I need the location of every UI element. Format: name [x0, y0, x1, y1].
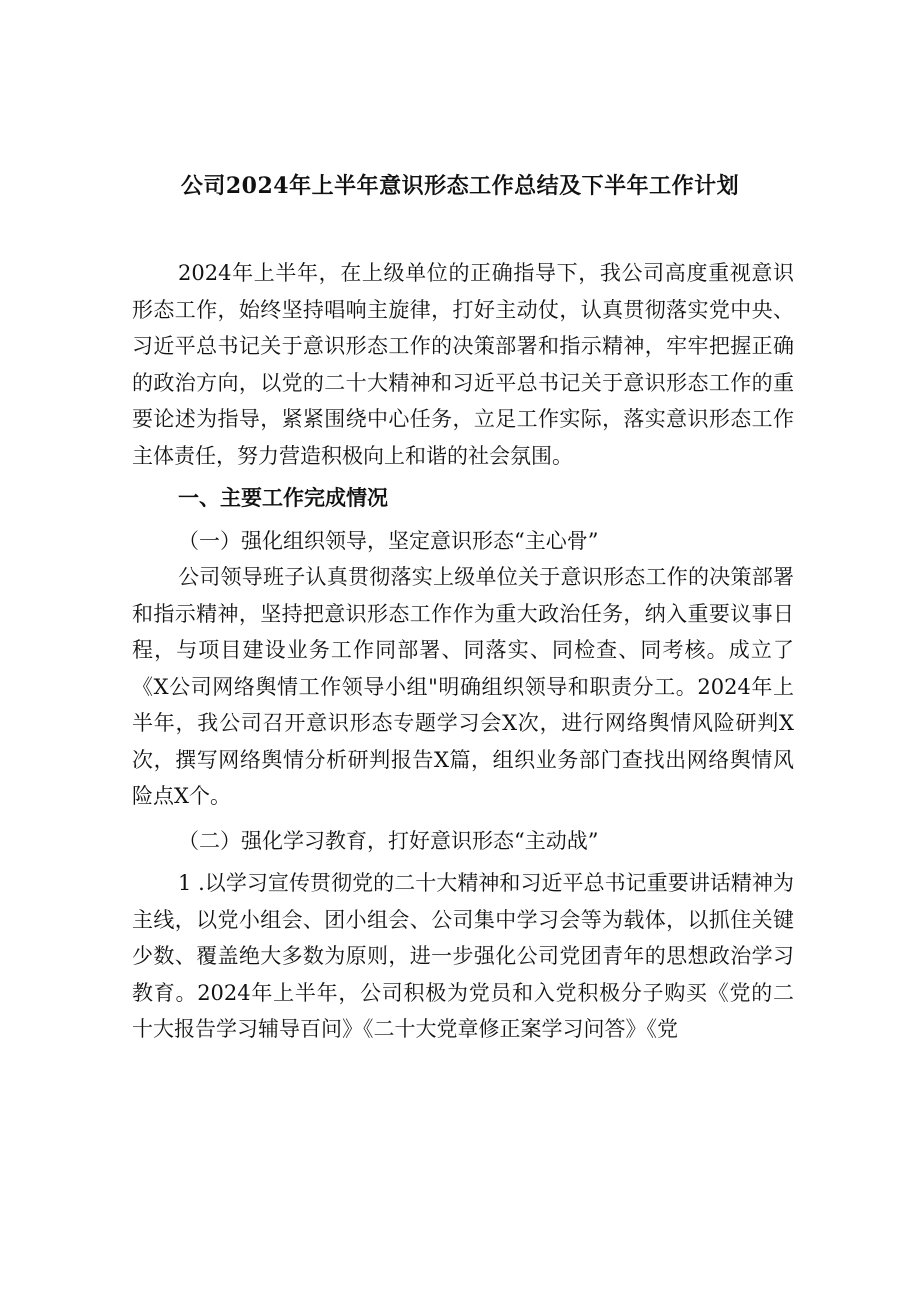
intro-paragraph: 2024年上半年，在上级单位的正确指导下，我公司高度重视意识形态工作，始终坚持唱响主旋律，打好主动仗，认真贯彻落实党中央、习近平总书记关于意识形态工作的决策部署和指示精神，牢牢把握正确的政治方向，以党的二十大精神和习近平总书记关于意识形态工作的重要论述为指导，紧紧围绕中心任务，立足工作实际，落实意识形态工作主体责任，努力营造积极向上和谐的社会氛围。 — [132, 261, 794, 468]
organization-paragraph: 公司领导班子认真贯彻落实上级单位关于意识形态工作的决策部署和指示精神，坚持把意识形态工作作为重大政治任务，纳入重要议事日程，与项目建设业务工作同部署、同落实、同检查、同考核。成立了《X公司网络舆情工作领导小组"明确组织领导和职责分工。2024年上半年，我公司召开意识形态专题学习会X次，进行网络舆情风险研判X次，撰写网络舆情分析研判报告X篇，组织业务部门查找出网络舆情风险点X个。 — [132, 565, 794, 808]
subsection-heading-organization: （一）强化组织领导，坚定意识形态“主心骨” — [178, 528, 599, 553]
subsection-heading-education: （二）强化学习教育，打好意识形态“主动战” — [178, 828, 599, 853]
document-body — [132, 255, 794, 1048]
education-item-1-paragraph: 1 .以学习宣传贯彻党的二十大精神和习近平总书记重要讲话精神为主线，以党小组会、团小组会、公司集中学习会等为载体，以抓住关键少数、覆盖绝大多数为原则，进一步强化公司党团青年的思想政治学习教育。2024年上半年，公司积极为党员和入党积极分子购买《党的二十大报告学习辅导百问》《二十大党章修正案学习问答》《党 — [132, 871, 794, 1041]
document-title: 公司2024年上半年意识形态工作总结及下半年工作计划 — [180, 173, 740, 199]
section-heading-main-work: 一、主要工作完成情况 — [178, 485, 388, 510]
